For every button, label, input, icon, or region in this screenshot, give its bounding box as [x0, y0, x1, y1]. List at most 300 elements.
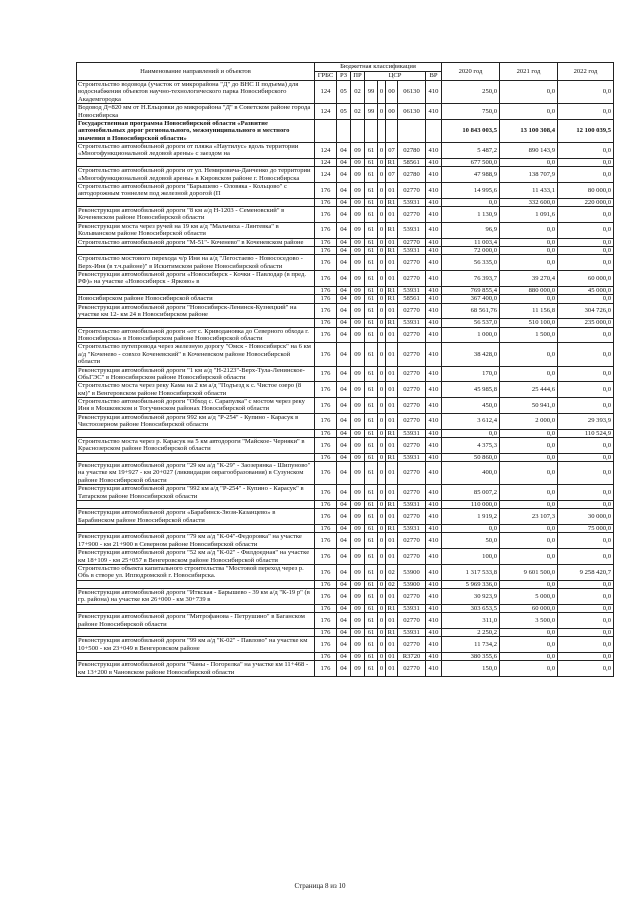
cell-y2020: 677 500,0	[442, 158, 500, 166]
cell-grbs: 124	[315, 81, 337, 104]
cell-vr: 410	[426, 580, 442, 588]
cell-y2020: 47 988,9	[442, 167, 500, 183]
cell-c4: 06130	[398, 81, 426, 104]
cell-c1: 61	[365, 462, 378, 485]
cell-y2022: 0,0	[558, 398, 614, 414]
header-2020: 2020 год	[442, 63, 500, 81]
cell-vr: 410	[426, 167, 442, 183]
cell-name: Реконструкция автомобильной дороги "1 км а/д "Н-2123"-Верх-Тула-Ленинское-ОбьГЭС" в Новосибирском районе Новосибирской области	[77, 366, 315, 382]
cell-grbs: 176	[315, 238, 337, 246]
cell-grbs: 176	[315, 198, 337, 206]
cell-name: Строительство автомобильной дороги "Барышево - Оловяка - Кольцово" с автодорожным тоннелем под железной дорогой (П	[77, 182, 315, 198]
page-footer: Страница 8 из 10	[294, 882, 346, 890]
table-row	[77, 437, 614, 453]
cell-vr: 410	[426, 533, 442, 549]
cell-pr: 09	[351, 564, 365, 580]
cell-c2: 0	[378, 653, 386, 661]
cell-c1: 61	[365, 564, 378, 580]
cell-y2021: 0,0	[500, 437, 558, 453]
cell-c1: 61	[365, 207, 378, 223]
cell-pr: 09	[351, 413, 365, 429]
cell-c4: 02770	[398, 343, 426, 366]
cell-name	[77, 580, 315, 588]
cell-y2020: 85 007,2	[442, 485, 500, 501]
cell-y2021: 50 941,0	[500, 398, 558, 414]
cell-c2: 0	[378, 429, 386, 437]
cell-c2: 0	[378, 485, 386, 501]
cell-y2021: 0,0	[500, 238, 558, 246]
cell-c3: R1	[386, 286, 398, 294]
cell-c4: 02770	[398, 413, 426, 429]
table-row	[77, 198, 614, 206]
cell-c3: R1	[386, 295, 398, 303]
cell-c3: 00	[386, 104, 398, 120]
cell-c1: 61	[365, 255, 378, 271]
cell-y2022: 9 258 420,7	[558, 564, 614, 580]
cell-name: Государственная программа Новосибирской области «Развитие автомобильных дорог регионального, межмуниципального и местного значения в Новосибирской области»	[77, 119, 315, 142]
cell-c4: 53931	[398, 222, 426, 238]
header-name: Наименование направлений и объектов	[77, 63, 315, 81]
cell-vr: 410	[426, 604, 442, 612]
cell-c1: 61	[365, 198, 378, 206]
cell-y2021: 0,0	[500, 453, 558, 461]
cell-c4: 53900	[398, 580, 426, 588]
cell-grbs: 176	[315, 500, 337, 508]
cell-y2021: 0,0	[500, 255, 558, 271]
cell-pr: 09	[351, 500, 365, 508]
cell-c4	[398, 119, 426, 142]
cell-c1: 61	[365, 182, 378, 198]
cell-grbs: 176	[315, 429, 337, 437]
cell-c1: 61	[365, 271, 378, 287]
cell-y2020: 1 919,2	[442, 509, 500, 525]
cell-grbs: 176	[315, 366, 337, 382]
cell-name: Строительство моста через реку Кама на 2 км а/д "Подъезд к с. Чистое озеро (8 км)" в Венгеровском районе Новосибирской области	[77, 382, 315, 398]
cell-grbs: 176	[315, 533, 337, 549]
cell-rz: 04	[337, 429, 351, 437]
cell-pr: 09	[351, 382, 365, 398]
cell-c4: 02770	[398, 255, 426, 271]
cell-c3: 01	[386, 207, 398, 223]
cell-rz: 04	[337, 238, 351, 246]
cell-y2021: 0,0	[500, 661, 558, 677]
cell-y2022: 220 000,0	[558, 198, 614, 206]
cell-y2022: 0,0	[558, 246, 614, 254]
cell-y2022: 0,0	[558, 462, 614, 485]
cell-name: Реконструкция автомобильной дороги "99 км а/д "К-02" - Павлово" на участке км 10+500 - км 23+049 в Венгеровском районе	[77, 637, 315, 653]
table-row	[77, 182, 614, 198]
cell-name	[77, 525, 315, 533]
cell-name	[77, 286, 315, 294]
table-row	[77, 398, 614, 414]
cell-c4: 53931	[398, 525, 426, 533]
cell-name	[77, 246, 315, 254]
cell-c4: 53931	[398, 319, 426, 327]
table-row	[77, 303, 614, 319]
cell-name: Строительство мостового перехода ч/р Иня на а/д "Легостаево - Новососедово - Верх-Иня (в т.ч.районе)" в Искитимском районе Новосибирской области	[77, 255, 315, 271]
cell-vr: 410	[426, 500, 442, 508]
cell-vr: 410	[426, 653, 442, 661]
cell-c2: 0	[378, 81, 386, 104]
cell-y2022: 0,0	[558, 628, 614, 636]
cell-vr: 410	[426, 453, 442, 461]
cell-c1: 61	[365, 158, 378, 166]
cell-c4: 02770	[398, 182, 426, 198]
cell-c2: 0	[378, 303, 386, 319]
cell-c1: 61	[365, 286, 378, 294]
cell-y2022: 235 000,0	[558, 319, 614, 327]
cell-c2: 0	[378, 661, 386, 677]
cell-grbs: 176	[315, 182, 337, 198]
cell-y2020: 10 843 003,5	[442, 119, 500, 142]
cell-name: Реконструкция автомобильной дороги «Барабинск-Зюзя-Казанцево» в Барабинском районе Новосибирской области	[77, 509, 315, 525]
cell-c1: 61	[365, 319, 378, 327]
header-budget-class: Бюджетная классификация	[315, 63, 442, 72]
cell-pr: 09	[351, 653, 365, 661]
cell-y2020: 380 355,6	[442, 653, 500, 661]
cell-c2: 0	[378, 246, 386, 254]
cell-y2022: 75 000,0	[558, 525, 614, 533]
cell-y2022: 0,0	[558, 485, 614, 501]
cell-y2022: 0,0	[558, 366, 614, 382]
cell-y2021: 0,0	[500, 653, 558, 661]
cell-y2020: 250,0	[442, 81, 500, 104]
cell-y2021: 11 156,8	[500, 303, 558, 319]
cell-pr: 09	[351, 462, 365, 485]
cell-rz: 04	[337, 453, 351, 461]
cell-y2022: 0,0	[558, 327, 614, 343]
cell-grbs: 176	[315, 613, 337, 629]
cell-name: Реконструкция автомобильной дороги "992 км а/д "Р-254" - Купино - Карасук" в Татарском районе Новосибирской области	[77, 485, 315, 501]
table-row	[77, 525, 614, 533]
cell-grbs: 124	[315, 167, 337, 183]
cell-y2022: 29 393,9	[558, 413, 614, 429]
cell-y2022: 0,0	[558, 533, 614, 549]
cell-c2: 0	[378, 382, 386, 398]
cell-rz: 04	[337, 207, 351, 223]
cell-pr: 09	[351, 271, 365, 287]
cell-rz: 04	[337, 485, 351, 501]
cell-c4: 06130	[398, 104, 426, 120]
cell-y2020: 56 537,0	[442, 319, 500, 327]
cell-name: Реконструкция автомобильной дороги "Новосибирск-Ленинск-Кузнецкий" на участке км 12- км 24 в Новосибирском районе	[77, 303, 315, 319]
cell-pr: 09	[351, 525, 365, 533]
table-row	[77, 246, 614, 254]
cell-c4: 02770	[398, 533, 426, 549]
cell-y2020: 38 428,0	[442, 343, 500, 366]
cell-c1: 61	[365, 485, 378, 501]
cell-c4: 02770	[398, 207, 426, 223]
header-vr: ВР	[426, 72, 442, 81]
cell-pr: 09	[351, 613, 365, 629]
cell-c4: 02770	[398, 238, 426, 246]
cell-grbs	[315, 119, 337, 142]
table-row	[77, 382, 614, 398]
cell-c1: 61	[365, 500, 378, 508]
cell-c1: 61	[365, 429, 378, 437]
cell-vr: 410	[426, 143, 442, 159]
cell-pr: 09	[351, 533, 365, 549]
cell-name: Строительство автомобильной дороги "М-51"- Коченево" в Коченевском районе	[77, 238, 315, 246]
cell-c3: 01	[386, 549, 398, 565]
cell-c3: 02	[386, 580, 398, 588]
table-row	[77, 366, 614, 382]
cell-c3: 07	[386, 167, 398, 183]
cell-y2020: 0,0	[442, 198, 500, 206]
cell-y2022: 0,0	[558, 613, 614, 629]
cell-y2020: 400,0	[442, 462, 500, 485]
table-row	[77, 271, 614, 287]
table-row	[77, 564, 614, 580]
cell-c2: 0	[378, 207, 386, 223]
cell-c3: 01	[386, 303, 398, 319]
cell-name: Реконструкция автомобильной дороги "Иткская - Барышево - 39 км а/д "К-19 р" (в гр. района) на участке км 26+000 - км 30+739 в	[77, 589, 315, 605]
cell-rz: 04	[337, 509, 351, 525]
cell-pr: 09	[351, 207, 365, 223]
table-row	[77, 500, 614, 508]
cell-y2021: 23 107,3	[500, 509, 558, 525]
cell-y2020: 45 985,8	[442, 382, 500, 398]
cell-y2021: 890 143,9	[500, 143, 558, 159]
cell-grbs: 176	[315, 343, 337, 366]
cell-c3: R1	[386, 453, 398, 461]
cell-name: Строительство автомобильной дороги "Обход с. Сарапулка" с мостом через реку Иня в Мошковском и Тогучинском районах Новосибирской области	[77, 398, 315, 414]
cell-y2021: 0,0	[500, 533, 558, 549]
cell-y2022: 0,0	[558, 158, 614, 166]
cell-c2: 0	[378, 509, 386, 525]
cell-name: Реконструкция автомобильной дороги 992 км а/д "Р-254" - Купино - Карасук в Чистоозерном районе Новосибирской области	[77, 413, 315, 429]
cell-vr: 410	[426, 637, 442, 653]
cell-name: Строительство автомобильной дороги от пляжа «Наутилус» вдоль территории «Многофункциональной ледовой арены» с заездом на	[77, 143, 315, 159]
cell-c4: 02770	[398, 661, 426, 677]
cell-y2020: 30 923,9	[442, 589, 500, 605]
cell-c3: 01	[386, 366, 398, 382]
cell-vr: 410	[426, 525, 442, 533]
cell-y2020: 170,0	[442, 366, 500, 382]
cell-grbs: 124	[315, 158, 337, 166]
cell-y2021: 332 600,0	[500, 198, 558, 206]
cell-c2: 0	[378, 238, 386, 246]
cell-rz: 04	[337, 246, 351, 254]
cell-grbs: 176	[315, 637, 337, 653]
cell-vr: 410	[426, 207, 442, 223]
cell-c1: 61	[365, 143, 378, 159]
cell-c2: 0	[378, 143, 386, 159]
cell-c4: 02770	[398, 398, 426, 414]
cell-y2021: 0,0	[500, 525, 558, 533]
cell-grbs: 176	[315, 255, 337, 271]
cell-c3: 01	[386, 437, 398, 453]
cell-grbs: 176	[315, 485, 337, 501]
cell-grbs: 176	[315, 382, 337, 398]
cell-rz: 04	[337, 366, 351, 382]
cell-name	[77, 429, 315, 437]
cell-c1: 61	[365, 604, 378, 612]
cell-rz: 04	[337, 628, 351, 636]
cell-pr: 09	[351, 429, 365, 437]
cell-vr: 410	[426, 382, 442, 398]
cell-c2: 0	[378, 637, 386, 653]
cell-rz: 04	[337, 158, 351, 166]
cell-grbs: 176	[315, 453, 337, 461]
cell-grbs: 176	[315, 653, 337, 661]
table-row	[77, 119, 614, 142]
cell-y2020: 150,0	[442, 661, 500, 677]
cell-vr: 410	[426, 343, 442, 366]
cell-y2020: 1 130,9	[442, 207, 500, 223]
cell-y2022: 30 000,0	[558, 509, 614, 525]
cell-y2020: 0,0	[442, 429, 500, 437]
cell-y2022: 0,0	[558, 207, 614, 223]
table-row	[77, 81, 614, 104]
cell-rz: 05	[337, 104, 351, 120]
cell-c2: 0	[378, 564, 386, 580]
cell-c1	[365, 119, 378, 142]
cell-c1: 61	[365, 295, 378, 303]
cell-y2021: 13 100 308,4	[500, 119, 558, 142]
cell-y2022: 0,0	[558, 143, 614, 159]
cell-c1: 61	[365, 167, 378, 183]
cell-c1: 61	[365, 246, 378, 254]
cell-y2020: 367 400,0	[442, 295, 500, 303]
cell-c3: R1	[386, 198, 398, 206]
cell-y2021: 60 000,0	[500, 604, 558, 612]
cell-c4: 02770	[398, 271, 426, 287]
cell-y2021: 0,0	[500, 366, 558, 382]
cell-c1: 61	[365, 509, 378, 525]
cell-y2021: 0,0	[500, 628, 558, 636]
cell-c3: 01	[386, 382, 398, 398]
cell-y2020: 76 393,7	[442, 271, 500, 287]
cell-c2: 0	[378, 413, 386, 429]
cell-y2021: 1 500,0	[500, 327, 558, 343]
cell-grbs: 176	[315, 271, 337, 287]
cell-name	[77, 628, 315, 636]
cell-c2	[378, 119, 386, 142]
cell-pr: 09	[351, 222, 365, 238]
cell-y2022: 0,0	[558, 653, 614, 661]
cell-vr: 410	[426, 366, 442, 382]
cell-y2022: 0,0	[558, 104, 614, 120]
cell-grbs: 176	[315, 303, 337, 319]
cell-name: Реконструкция автомобильной дороги "79 км а/д "К-04"-Федоровка" на участке 17+900 - км 21+900 в Северном районе Новосибирской области	[77, 533, 315, 549]
cell-pr: 09	[351, 549, 365, 565]
cell-vr: 410	[426, 286, 442, 294]
cell-c2: 0	[378, 453, 386, 461]
cell-vr	[426, 119, 442, 142]
cell-name	[77, 319, 315, 327]
cell-c4: 02770	[398, 366, 426, 382]
cell-y2020: 5 487,2	[442, 143, 500, 159]
cell-pr: 09	[351, 661, 365, 677]
cell-rz: 04	[337, 398, 351, 414]
cell-grbs: 176	[315, 295, 337, 303]
cell-y2020: 2 250,2	[442, 628, 500, 636]
cell-c1: 61	[365, 366, 378, 382]
cell-rz: 04	[337, 525, 351, 533]
cell-name: Реконструкция автомобильной дороги "Чаны - Погорелка" на участке км 11+468 - км 13+200 в Чановском районе Новосибирской области	[77, 661, 315, 677]
cell-name: Строительство автомобильной дороги от ул. Немировича-Данченко до территории «Многофункциональной ледовой арены» в Кировском районе г. Новосибирска	[77, 167, 315, 183]
header-rz: РЗ	[337, 72, 351, 81]
cell-rz: 04	[337, 413, 351, 429]
table-row	[77, 429, 614, 437]
cell-c4: 58561	[398, 295, 426, 303]
cell-y2022: 0,0	[558, 661, 614, 677]
table-row	[77, 104, 614, 120]
cell-grbs: 176	[315, 462, 337, 485]
table-row	[77, 604, 614, 612]
cell-y2022: 0,0	[558, 549, 614, 565]
cell-grbs: 176	[315, 437, 337, 453]
cell-c4: 53931	[398, 500, 426, 508]
cell-c4: 02770	[398, 485, 426, 501]
cell-pr: 09	[351, 246, 365, 254]
cell-grbs: 176	[315, 564, 337, 580]
cell-y2022: 0,0	[558, 453, 614, 461]
cell-grbs: 176	[315, 604, 337, 612]
cell-y2021: 0,0	[500, 500, 558, 508]
cell-vr: 410	[426, 158, 442, 166]
cell-c3: 07	[386, 143, 398, 159]
cell-c1: 61	[365, 453, 378, 461]
cell-y2021: 0,0	[500, 462, 558, 485]
cell-rz: 04	[337, 143, 351, 159]
cell-y2021: 1 091,6	[500, 207, 558, 223]
cell-pr: 09	[351, 198, 365, 206]
cell-y2020: 11 734,2	[442, 637, 500, 653]
budget-table	[76, 62, 614, 677]
cell-c1: 61	[365, 589, 378, 605]
cell-y2021: 0,0	[500, 580, 558, 588]
cell-c3: 01	[386, 485, 398, 501]
header-grbs: ГРБС	[315, 72, 337, 81]
cell-rz: 05	[337, 81, 351, 104]
cell-name	[77, 604, 315, 612]
cell-c4: 02770	[398, 637, 426, 653]
cell-name: Строительство моста через р. Карасук на 5 км автодороги "Майское- Черняки" в Краснозерском районе Новосибирской области	[77, 437, 315, 453]
cell-c2: 0	[378, 628, 386, 636]
cell-grbs: 176	[315, 549, 337, 565]
cell-grbs: 176	[315, 509, 337, 525]
cell-c3: 02	[386, 564, 398, 580]
cell-name: Строительство объекта капитального строительства "Мостовой переход через р. Обь в створе ул. Ипподромской г. Новосибирска.	[77, 564, 315, 580]
cell-rz: 04	[337, 589, 351, 605]
cell-c3: 00	[386, 81, 398, 104]
cell-c4: 02770	[398, 589, 426, 605]
cell-c2: 0	[378, 613, 386, 629]
header-csr: ЦСР	[365, 72, 426, 81]
cell-grbs: 176	[315, 628, 337, 636]
cell-y2020: 50,0	[442, 533, 500, 549]
cell-y2022: 304 726,0	[558, 303, 614, 319]
cell-c2: 0	[378, 437, 386, 453]
cell-c3: 01	[386, 271, 398, 287]
table-row	[77, 661, 614, 677]
cell-vr: 410	[426, 255, 442, 271]
cell-c2: 0	[378, 549, 386, 565]
cell-y2022: 0,0	[558, 167, 614, 183]
cell-name: Реконструкция автомобильной дороги "Митрофанова - Петрушино" в Баганском районе Новосибирской области	[77, 613, 315, 629]
cell-y2022: 80 000,0	[558, 182, 614, 198]
cell-vr: 410	[426, 104, 442, 120]
cell-c3: R1	[386, 222, 398, 238]
cell-rz: 04	[337, 637, 351, 653]
cell-c4: 02770	[398, 382, 426, 398]
cell-c1: 99	[365, 81, 378, 104]
cell-vr: 410	[426, 429, 442, 437]
cell-vr: 410	[426, 81, 442, 104]
table-row	[77, 286, 614, 294]
